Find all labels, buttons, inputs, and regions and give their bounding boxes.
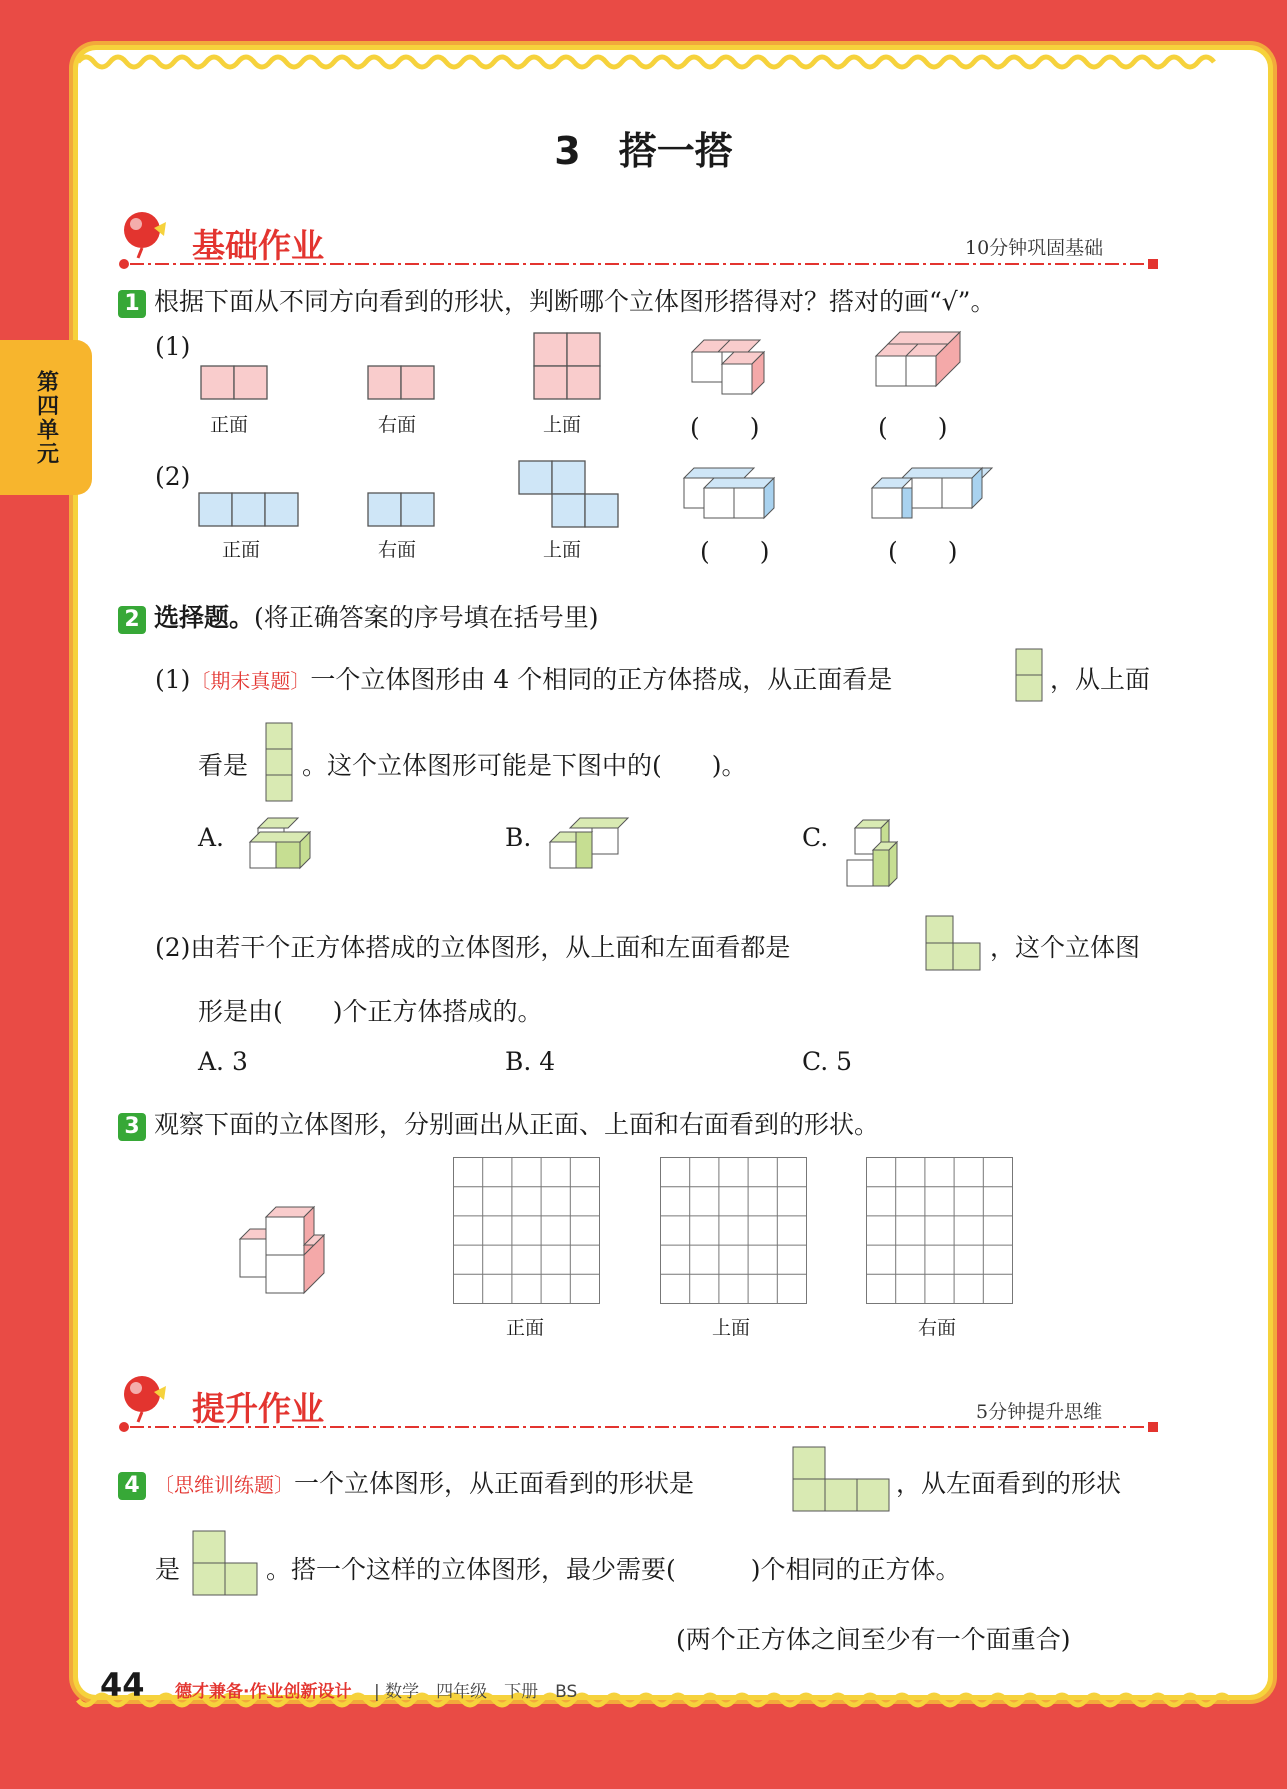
- q1-2-top-label: 上面: [543, 539, 582, 561]
- q2-part1-option-a-label: A.: [198, 823, 225, 852]
- q2-part1-text-d: 。这个立体图形可能是下图中的( )。: [302, 751, 747, 780]
- question-4: [118, 1464, 694, 1500]
- page-number: 44: [100, 1666, 145, 1704]
- q2-part1-option-a-cubes: [248, 818, 318, 878]
- q2-part2-shape: [925, 915, 983, 973]
- q1-1-top-label: 上面: [543, 414, 582, 436]
- q2-part1-tag: 〔期末真题〕: [190, 669, 311, 693]
- bottom-wave-border: [0, 1690, 1287, 1770]
- q1-2-option-b-blank[interactable]: ( ): [888, 537, 958, 566]
- question-4-tag: 〔思维训练题〕: [153, 1473, 294, 1497]
- q2-part2-option-a: A. 3: [198, 1047, 248, 1076]
- q2-part1-front-shape: [1015, 648, 1045, 702]
- q2-part2-text-b: ，这个立体图: [990, 933, 1141, 962]
- q3-grid-top[interactable]: [660, 1157, 810, 1307]
- q2-part2-text-c: 形是由( )个正方体搭成的。: [198, 997, 543, 1026]
- balloon-icon: [118, 1372, 178, 1422]
- q2-part1-prefix: (1): [155, 665, 191, 694]
- q2-part1-text-b: ，从上面: [1050, 665, 1151, 694]
- top-wave-border: [0, 0, 1287, 80]
- question-2-instruction: (将正确答案的序号填在括号里): [253, 603, 599, 632]
- section-basic-title: 基础作业: [192, 226, 324, 265]
- question-4-text-b: ，从左面看到的形状: [896, 1469, 1122, 1498]
- question-3-text: 观察下面的立体图形，分别画出从正面、上面和右面看到的形状。: [153, 1110, 879, 1139]
- q1-2-right-view: [367, 492, 437, 532]
- q3-label-top: 上面: [712, 1317, 751, 1339]
- question-2-title: 选择题。: [153, 603, 254, 632]
- q2-part2-option-c: C. 5: [802, 1047, 853, 1076]
- q3-label-front: 正面: [506, 1317, 545, 1339]
- footer-brand: 德才兼备·作业创新设计: [175, 1682, 352, 1702]
- q1-2-option-a-cubes: [682, 466, 792, 526]
- q2-part1-text-a: 一个立体图形由 4 个相同的正方体搭成，从正面看是: [310, 665, 893, 694]
- section-divider: [118, 258, 1168, 270]
- q1-2-front-label: 正面: [222, 539, 261, 561]
- question-4-text-a: 一个立体图形，从正面看到的形状是: [293, 1469, 694, 1498]
- q3-grid-front[interactable]: [453, 1157, 603, 1307]
- section-divider: [118, 1421, 1168, 1433]
- q2-part1-option-b-label: B.: [505, 823, 532, 852]
- q2-part1-option-c-label: C.: [802, 823, 829, 852]
- q1-sub1-label: (1): [155, 332, 191, 361]
- q1-1-right-view: [367, 365, 437, 405]
- q1-1-front-label: 正面: [210, 414, 249, 436]
- balloon-icon: [118, 208, 178, 258]
- q3-label-right: 右面: [918, 1317, 957, 1339]
- q1-1-right-label: 右面: [378, 414, 417, 436]
- q2-part2-option-b: B. 4: [505, 1047, 556, 1076]
- question-3: [118, 1105, 879, 1141]
- question-number: 3: [118, 1113, 146, 1141]
- section-advanced-subtitle: 5分钟提升思维: [976, 1401, 1103, 1423]
- q1-2-option-a-blank[interactable]: ( ): [700, 537, 770, 566]
- unit-tab: [0, 340, 92, 495]
- question-number: 4: [118, 1472, 146, 1500]
- q2-part1-text-c: 看是: [198, 751, 249, 780]
- q4-left-shape: [192, 1530, 260, 1598]
- q1-sub2-label: (2): [155, 462, 191, 491]
- q1-1-front-view: [200, 365, 270, 405]
- q1-2-right-label: 右面: [378, 539, 417, 561]
- question-4-text-c: 是: [155, 1555, 181, 1584]
- q1-2-top-view: [518, 460, 620, 532]
- question-2: [118, 598, 598, 634]
- q2-part1-top-shape: [265, 722, 295, 802]
- q1-1-option-a-blank[interactable]: ( ): [690, 413, 760, 442]
- question-number: 1: [118, 290, 146, 318]
- q1-1-option-a-cubes: [690, 336, 780, 408]
- q3-grid-right[interactable]: [866, 1157, 1016, 1307]
- question-4-text-d: 。搭一个这样的立体图形，最少需要( )个相同的正方体。: [266, 1555, 961, 1584]
- question-4-note: (两个正方体之间至少有一个面重合): [676, 1625, 1071, 1654]
- question-number: 2: [118, 606, 146, 634]
- q4-front-shape: [792, 1446, 890, 1512]
- q1-1-option-b-cubes: [874, 340, 974, 406]
- q1-1-top-view: [533, 332, 603, 402]
- q2-part1-line1: [155, 660, 892, 696]
- question-1: [118, 282, 995, 318]
- page-title: 3 搭一搭: [554, 129, 733, 173]
- footer-meta: | 数学 四年级 下册 BS: [374, 1682, 578, 1702]
- section-basic-subtitle: 10分钟巩固基础: [965, 237, 1104, 259]
- q1-1-option-b-blank[interactable]: ( ): [878, 413, 948, 442]
- q3-cube-figure: [238, 1205, 338, 1295]
- q1-2-front-view: [198, 492, 300, 532]
- unit-tab-label: 第四单元: [33, 369, 59, 466]
- section-advanced-title: 提升作业: [192, 1389, 324, 1428]
- q2-part2-text-a: (2)由若干个正方体搭成的立体图形，从上面和左面看都是: [155, 933, 791, 962]
- q2-part1-option-c-cubes: [845, 820, 905, 896]
- q1-2-option-b-cubes: [870, 466, 1000, 526]
- question-1-text: 根据下面从不同方向看到的形状，判断哪个立体图形搭得对？搭对的画“√”。: [153, 287, 996, 316]
- q2-part1-option-b-cubes: [548, 818, 628, 878]
